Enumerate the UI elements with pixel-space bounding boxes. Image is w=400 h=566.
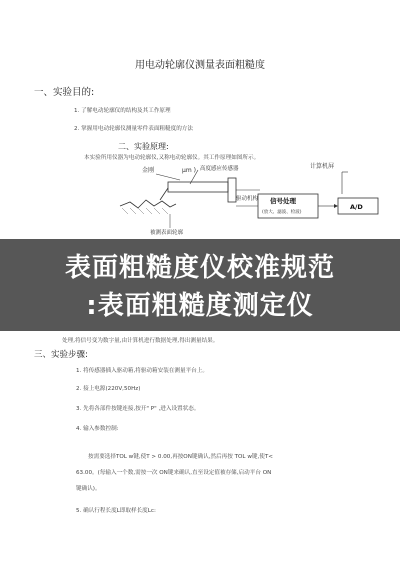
label-ad: A/D xyxy=(350,203,363,211)
step-4: 4. 输入参数控制: xyxy=(76,426,119,432)
step-5: 5. 确认行程长度L即取样长度Lc: xyxy=(76,508,156,514)
step-4-detail-1: 按需要选择TOL w键,使T > 0.00,再按ON键确认,然后再按 TOL w键,使T< xyxy=(88,454,273,460)
label-stylus: 金刚 xyxy=(142,167,155,174)
section1-item-1: 1. 了解电动轮廓仪的结构及其工作原理 xyxy=(74,108,171,114)
drive-box xyxy=(228,178,236,202)
sensor-body xyxy=(168,182,228,192)
section2-heading: 二、实验原理: xyxy=(118,142,169,151)
title-overlay-banner xyxy=(0,239,400,331)
step-1: 1. 将传感器插入驱动箱,将驱动箱安装在测量平台上。 xyxy=(76,368,208,374)
label-computer: 计算机屏 xyxy=(310,163,335,170)
label-signal: 信号处理 xyxy=(270,197,296,205)
step-4-detail-2: 63.00。(每输入一个数,需按一次 ON键来确认,直至设定值被存储,启动平台 ON xyxy=(76,470,272,476)
step-2: 2. 接上电源(220V,50Hz) xyxy=(76,386,141,392)
label-surface: 被测表面轮廓 xyxy=(150,230,184,236)
stylus-tip xyxy=(160,188,168,200)
label-um: μm ) xyxy=(182,167,196,174)
surface-profile xyxy=(120,200,176,208)
banner-line-1: 表面粗糙度仪校准规范 xyxy=(64,253,335,283)
step-3: 3. 先将各部件按键连接,按开" P" ,进入设置状态。 xyxy=(76,406,200,412)
banner-line-2: :表面粗糙度测定仪 xyxy=(86,291,314,321)
label-drive: 驱动机构 xyxy=(236,196,259,202)
label-signal-sub: (放大、滤波、检波) xyxy=(262,210,302,215)
document-title: 用电动轮廓仪测量表面粗糙度 xyxy=(135,60,265,71)
section1-heading: 一、实验目的: xyxy=(34,87,95,98)
label-sensor: 高度感应传感器 xyxy=(200,166,239,172)
step-4-detail-3: 键确认)。 xyxy=(76,486,101,492)
section2-tail: 处理,将信号变为数字量,由计算机进行数据处理,得出测量结果。 xyxy=(62,338,219,344)
section2-intro: 本实验所用仪器为电动轮廓仪,又称电动轮廓仪。其工作原理如图所示。 xyxy=(84,155,260,161)
section3-heading: 三、实验步骤: xyxy=(34,350,88,360)
section1-item-2: 2. 掌握用电动轮廓仪测量零件表面粗糙度的方法 xyxy=(74,126,193,132)
